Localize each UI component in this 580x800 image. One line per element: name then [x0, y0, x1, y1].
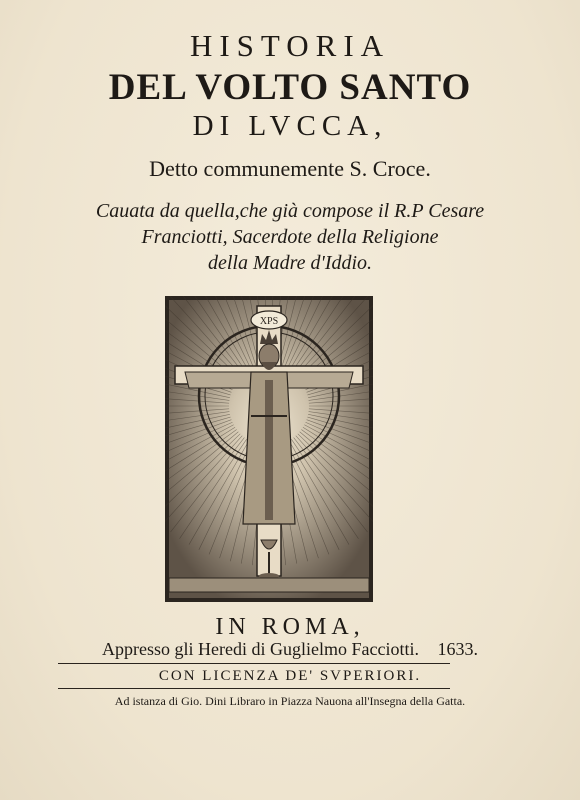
subtitle-line-3: della Madre d'Iddio.: [207, 252, 373, 274]
subtitle-line-1: Cauata da quella,che già compose il R.P Cesare: [95, 200, 485, 222]
left-sleeve: [185, 372, 255, 388]
titulus-text: XPS: [259, 316, 279, 327]
imprint-place: IN ROMA,: [215, 614, 365, 640]
title-line-historia: HISTORIA: [189, 28, 391, 63]
license-line: CON LICENZA DE' SVPERIORI.: [158, 668, 422, 684]
crucifix-engraving: [165, 296, 373, 602]
imprint-printer-line: [0, 639, 580, 660]
rule-bottom: [58, 688, 450, 689]
altar-step: [169, 578, 369, 592]
title-line-detto: Detto communemente S. Croce.: [149, 156, 431, 181]
title-line-volto-santo: DEL VOLTO SANTO: [108, 67, 472, 108]
imprint-printer: Appresso gli Heredi di Guglielmo Facciotti.: [102, 639, 419, 659]
imprint-year: 1633.: [437, 639, 478, 659]
rule-top: [58, 663, 450, 664]
right-sleeve: [283, 372, 353, 388]
robe-band: [265, 380, 273, 520]
title-line-lucca: DI LVCCA,: [192, 110, 388, 142]
subtitle-line-2: Franciotti, Sacerdote della Religione: [141, 226, 439, 248]
bookseller-line: Ad istanza di Gio. Dini Libraro in Piazza Nauona all'Insegna della Gatta.: [114, 694, 466, 708]
